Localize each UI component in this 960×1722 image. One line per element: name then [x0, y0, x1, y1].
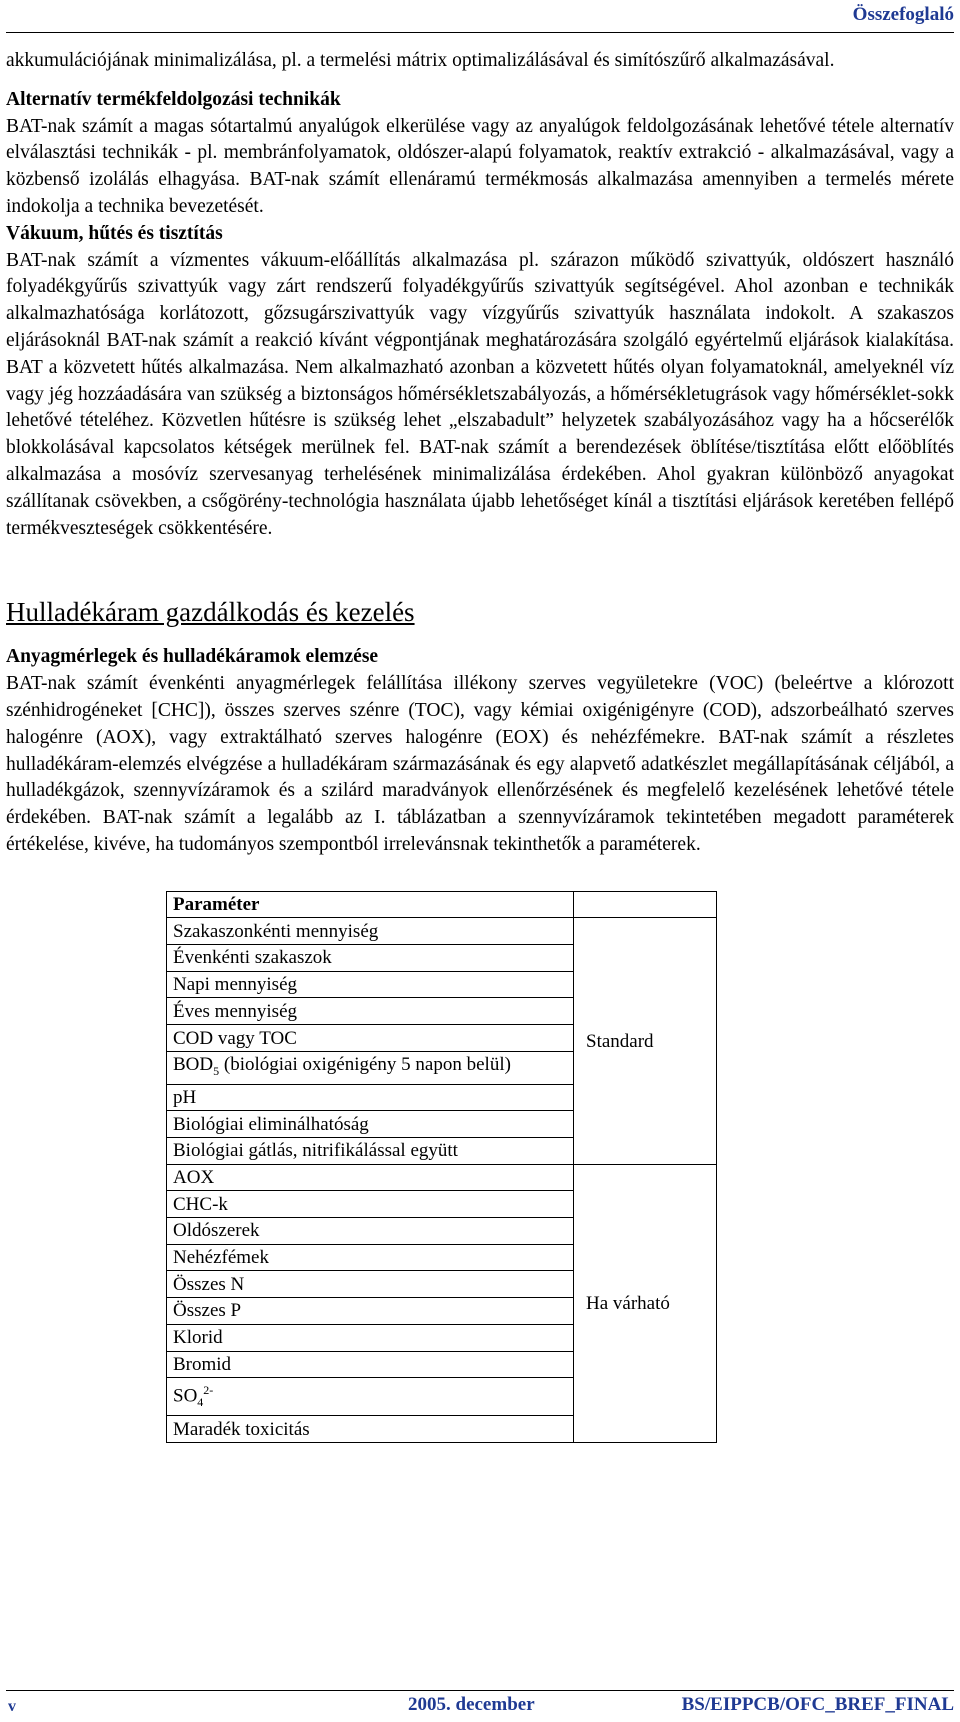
table-cell-parameter — [167, 1051, 574, 1084]
bod-subscript: 5 — [213, 1063, 220, 1078]
table-cell-parameter: Összes P — [167, 1298, 574, 1325]
table-header-cell: Paraméter — [167, 891, 574, 918]
table-cell-parameter: Biológiai eliminálhatóság — [167, 1111, 574, 1138]
parameter-table-wrap — [166, 891, 954, 1443]
table-row — [167, 918, 717, 945]
table-header-empty-cell — [574, 891, 717, 918]
table-cell-parameter: Napi mennyiség — [167, 971, 574, 998]
footer — [6, 1694, 954, 1718]
table-cell-parameter: Bromid — [167, 1351, 574, 1378]
table-cell-parameter — [167, 1378, 574, 1416]
table-category-standard: Standard — [574, 918, 717, 1164]
chapter-title: Hulladékáram gazdálkodás és kezelés — [6, 597, 415, 628]
table-cell-parameter: Klorid — [167, 1324, 574, 1351]
table-cell-parameter: Nehézfémek — [167, 1244, 574, 1271]
table-cell-parameter: Éves mennyiség — [167, 998, 574, 1025]
footer-page-number: v — [8, 1698, 16, 1715]
heading-alternative-techniques: Alternatív termékfeldolgozási technikák — [6, 88, 341, 110]
paragraph-vacuum-cooling: BAT-nak számít a vízmentes vákuum-előállítás alkalmazása pl. szárazon működő szivattyúk, oldószert használó folyadékgyűrűs szivattyúk vagy zárt rendszerű folyadékgyűrűs szivattyúk segítségével. Ahol azonban e technikák alkalmazhatósága korlátozott, gőzsugárszivattyúk vagy vízgyűrűs szivattyúk használata indokolt. A szakaszos eljárásoknál BAT-nak számít a reakció kívánt végpontjának meghatározására szolgáló egyértelmű eljárások kialakítása. BAT a közvetett hűtés alkalmazása. Nem alkalmazható azonban a közvetett hűtés olyan folyamatoknál, amelyeknél víz vagy jég hozzáadására van szükség a biztonságos hőmérsékletszabályozás, a hőmérsékletugrások vagy hőmérséklet-sokk lehetővé tételéhez. Közvetlen hűtésre is szükség lehet „elszabadult” helyzetek szabályozásához vagy ha a hőcserélők blokkolásával kapcsolatos kétségek merülnek fel. BAT-nak számít a berendezések öblítése/tisztítása előtt előöblítés alkalmazása a mosóvíz szervesanyag terhelésének minimalizálása érdekében. Ahol gyakran különböző anyagokat szállítanak csövekben, a csőgörény-technológia használata újabb lehetőséget kínál a tisztítási eljárások keretében fellépő termékveszteségek csökkentésére. — [6, 249, 954, 539]
heading-material-balances: Anyagmérlegek és hulladékáramok elemzése — [6, 646, 379, 668]
footer-doc-id: BS/EIPPCB/OFC_BREF_FINAL — [681, 1694, 954, 1715]
header-rule — [6, 32, 954, 33]
header-section-label: Összefoglaló — [852, 4, 954, 25]
table-cell-parameter: COD vagy TOC — [167, 1025, 574, 1052]
bod-main: BOD — [173, 1053, 214, 1075]
table-cell-parameter: Maradék toxicitás — [167, 1416, 574, 1443]
table-cell-parameter: CHC-k — [167, 1191, 574, 1218]
table-row — [167, 1164, 717, 1191]
document-body — [6, 48, 954, 1443]
paragraph-alternative-techniques: BAT-nak számít a magas sótartalmú anyalúgok elkerülése vagy az anyalúgok feldolgozásának lehetővé tétele alternatív elválasztási technikák - pl. membránfolyamatok, oldószer-alapú folyamatok, reaktív extrakció - alkalmazásával, vagy a közbenső izolálás elhagyása. BAT-nak számít ellenáramú termékmosás alkalmazása amennyiben a termelés mérete indokolja a technika bevezetését. — [6, 115, 954, 217]
table-cell-parameter: Évenkénti szakaszok — [167, 945, 574, 972]
footer-date: 2005. december — [408, 1694, 535, 1715]
table-cell-parameter: Szakaszonkénti mennyiség — [167, 918, 574, 945]
intro-paragraph: akkumulációjának minimalizálása, pl. a termelési mátrix optimalizálásával és simítószűrő alkalmazásával. — [6, 50, 835, 71]
table-cell-parameter: Biológiai gátlás, nitrifikálással együtt — [167, 1138, 574, 1165]
bod-description: (biológiai oxigénigény 5 napon belül) — [219, 1053, 511, 1075]
parameter-table — [166, 891, 717, 1443]
footer-rule — [6, 1690, 954, 1691]
heading-vacuum-cooling: Vákuum, hűtés és tisztítás — [6, 222, 223, 244]
table-category-optional: Ha várható — [574, 1164, 717, 1442]
table-cell-parameter: AOX — [167, 1164, 574, 1191]
table-cell-parameter: pH — [167, 1084, 574, 1111]
table-cell-parameter: Oldószerek — [167, 1218, 574, 1245]
table-header-row — [167, 891, 717, 918]
so4-subscript: 4 — [197, 1395, 204, 1410]
so4-main: SO — [173, 1385, 198, 1407]
so4-superscript: 2- — [203, 1383, 214, 1398]
table-cell-parameter: Összes N — [167, 1271, 574, 1298]
paragraph-material-balances: BAT-nak számít évenkénti anyagmérlegek felállítása illékony szerves vegyületekre (VOC) (beleértve a klórozott szénhidrogéneket [CHC]), összes szerves szénre (TOC), vagy kémiai oxigénigényre (COD), adszorbeálható szerves halogénre (AOX), vagy extraktálható szerves halogénre (EOX) és nehézfémekre. BAT-nak számít a részletes hulladékáram-elemzés elvégzése a hulladékáram származásának és egy alapvető adatkészlet megállapításának céljából, a hulladékgázok, szennyvízáramok és a szilárd maradványok ellenőrzésének és megfelelő kezelésének lehetővé tétele érdekében. BAT-nak számít a legalább az I. táblázatban a szennyvízáramok tekintetében megadott paraméterek értékelése, kivéve, ha tudományos szempontból irrelevánsnak tekinthetők a paraméterek. — [6, 673, 954, 855]
